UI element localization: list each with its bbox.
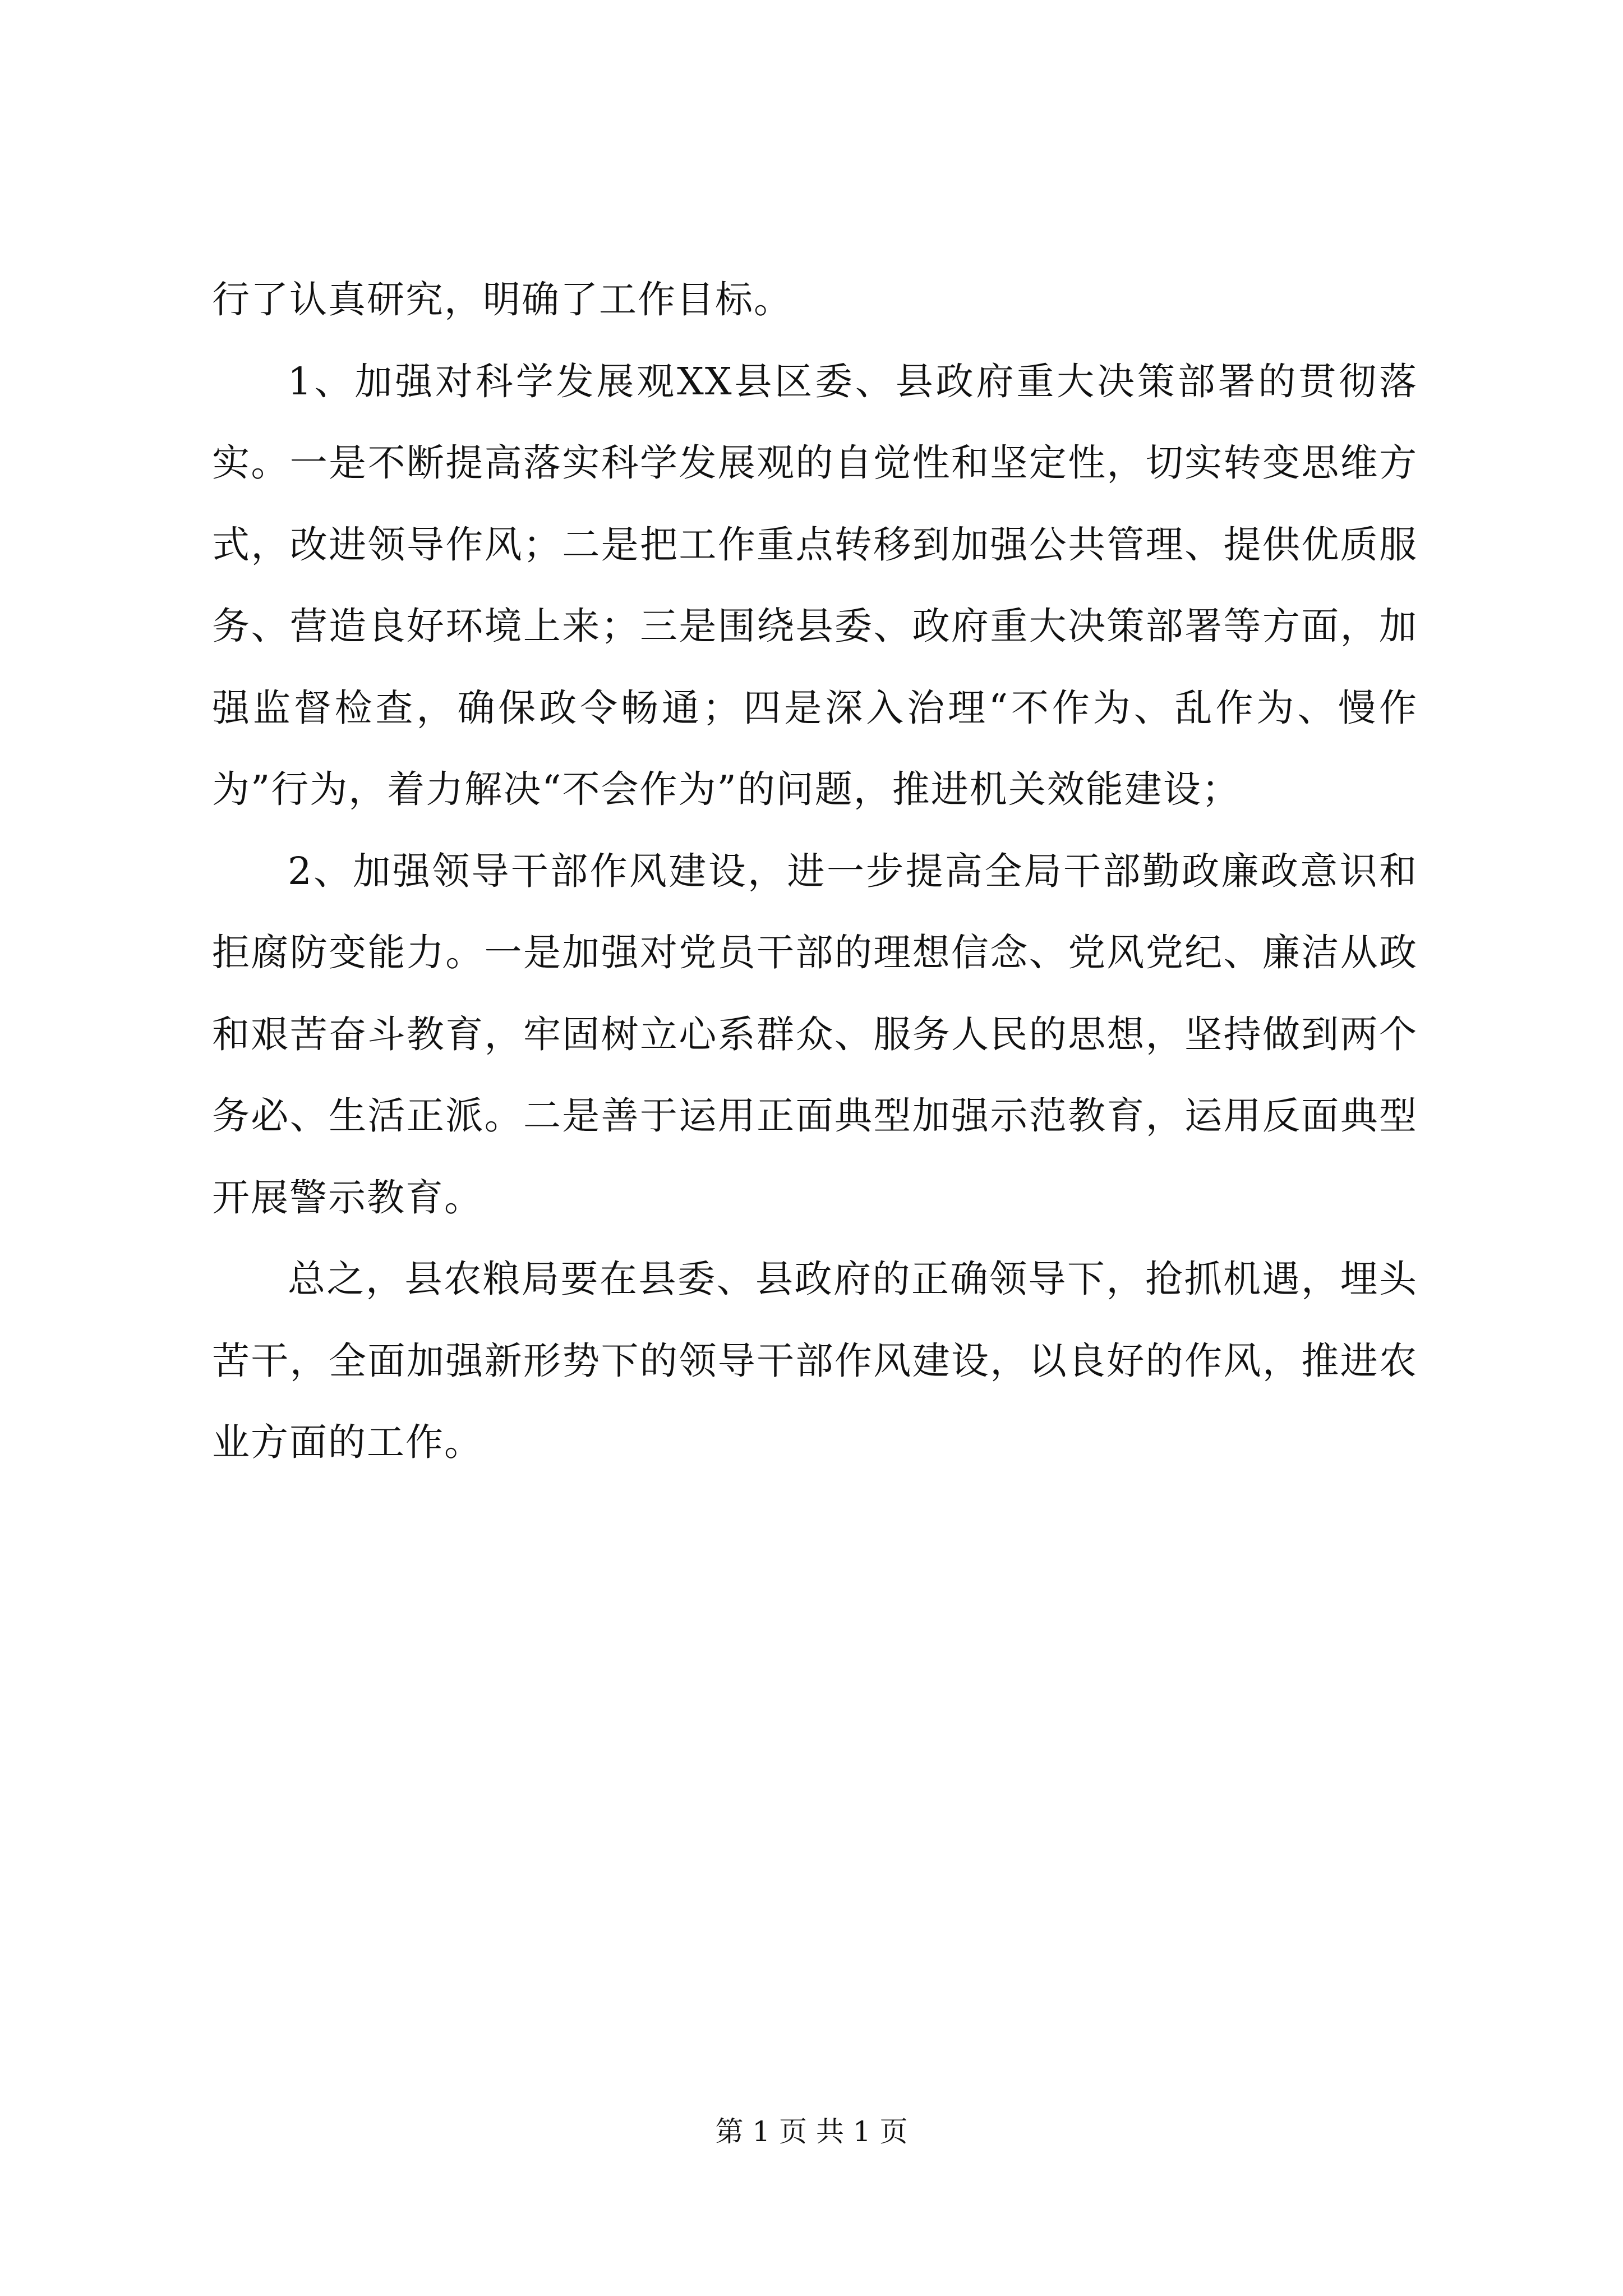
paragraph-summary: 总之，县农粮局要在县委、县政府的正确领导下，抢抓机遇，埋头苦干，全面加强新形势下的领导干部作风建设，以良好的作风，推进农业方面的工作。 [212,1257,1418,1464]
document-body [212,259,1418,1484]
paragraph-item-1: 1、加强对科学发展观XX县区委、县政府重大决策部署的贯彻落实。一是不断提高落实科学发展观的自觉性和坚定性，切实转变思维方式，改进领导作风；二是把工作重点转移到加强公共管理、提供优质服务、营造良好环境上来；三是围绕县委、政府重大决策部署等方面，加强监督检查，确保政令畅通；四是深入治理“不作为、乱作为、慢作为”行为，着力解决“不会作为”的问题，推进机关效能建设； [212,359,1418,811]
paragraph-item-2: 2、加强领导干部作风建设，进一步提高全局干部勤政廉政意识和拒腐防变能力。一是加强对党员干部的理想信念、党风党纪、廉洁从政和艰苦奋斗教育，牢固树立心系群众、服务人民的思想，坚持做到两个务必、生活正派。二是善于运用正面典型加强示范教育，运用反面典型开展警示教育。 [212,849,1418,1220]
paragraph-continuation: 行了认真研究，明确了工作目标。 [212,278,792,321]
page-footer: 第 1 页 共 1 页 [715,2115,908,2148]
